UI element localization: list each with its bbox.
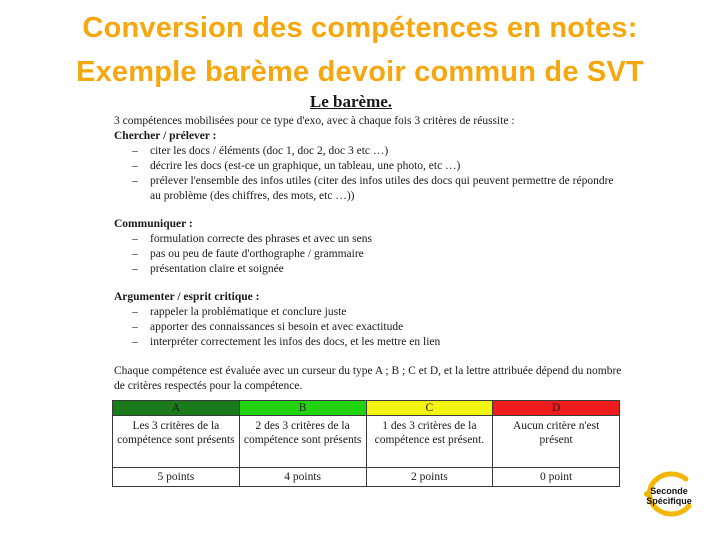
level-d-points: 0 point [493,468,620,487]
criteria-list [110,232,622,277]
level-c-points: 2 points [366,468,493,487]
section-chercher-prelever [110,129,622,204]
grading-scale-table [112,400,620,487]
seconde-specifique-logo [636,470,698,518]
level-c-description: 1 des 3 critères de la compétence est présent. [366,416,493,468]
section-spacer [110,277,622,290]
criterion-item: – rappeler la problématique et conclure juste [110,305,622,320]
criterion-item: – apporter des connaissances si besoin et avec exactitude [110,320,622,335]
level-a-points: 5 points [113,468,240,487]
criterion-item: – prélever l'ensemble des infos utiles (citer des infos utiles des docs qui peuvent permettre de répondre au problème (des chiffres, des mots, etc …)) [110,174,622,204]
criteria-list [110,305,622,350]
section-title: Communiquer : [114,218,193,230]
criterion-item: – citer les docs / éléments (doc 1, doc 2, doc 3 etc …) [110,144,622,159]
document-intro: 3 compétences mobilisées pour ce type d'exo, avec à chaque fois 3 critères de réussite : [114,115,515,127]
section-argumenter [110,290,622,350]
criterion-item: – formulation correcte des phrases et avec un sens [110,232,622,247]
slide-title [0,6,720,94]
level-b-description: 2 des 3 critères de la compétence sont présents [239,416,366,468]
description-row [113,416,620,468]
level-d-cell: D [493,401,620,416]
points-row [113,468,620,487]
evaluation-explanation: Chaque compétence est évaluée avec un curseur du type A ; B ; C et D, et la lettre attribuée dépend du nombre de critères respectés pour la compétence. [114,365,622,392]
level-b-cell: B [239,401,366,416]
logo-text-line-2: Spécifique [646,496,692,506]
slide-title-line-1: Conversion des compétences en notes: [82,12,638,44]
level-d-description: Aucun critère n'est présent [493,416,620,468]
level-a-cell: A [113,401,240,416]
section-spacer [110,204,622,217]
criteria-list [110,144,622,204]
bareme-document [110,92,622,492]
slide-title-line-2: Exemple barème devoir commun de SVT [76,56,644,88]
section-title: Argumenter / esprit critique : [114,291,260,303]
level-row [113,401,620,416]
section-title: Chercher / prélever : [114,130,217,142]
section-communiquer [110,217,622,277]
document-heading: Le barème. [309,92,393,111]
criterion-item: – présentation claire et soignée [110,262,622,277]
criterion-item: – pas ou peu de faute d'orthographe / grammaire [110,247,622,262]
logo-text-line-1: Seconde [650,486,688,496]
level-c-cell: C [366,401,493,416]
level-a-description: Les 3 critères de la compétence sont présents [113,416,240,468]
level-b-points: 4 points [239,468,366,487]
criterion-item: – décrire les docs (est-ce un graphique, un tableau, une photo, etc …) [110,159,622,174]
criterion-item: – interpréter correctement les infos des docs, et les mettre en lien [110,335,622,350]
